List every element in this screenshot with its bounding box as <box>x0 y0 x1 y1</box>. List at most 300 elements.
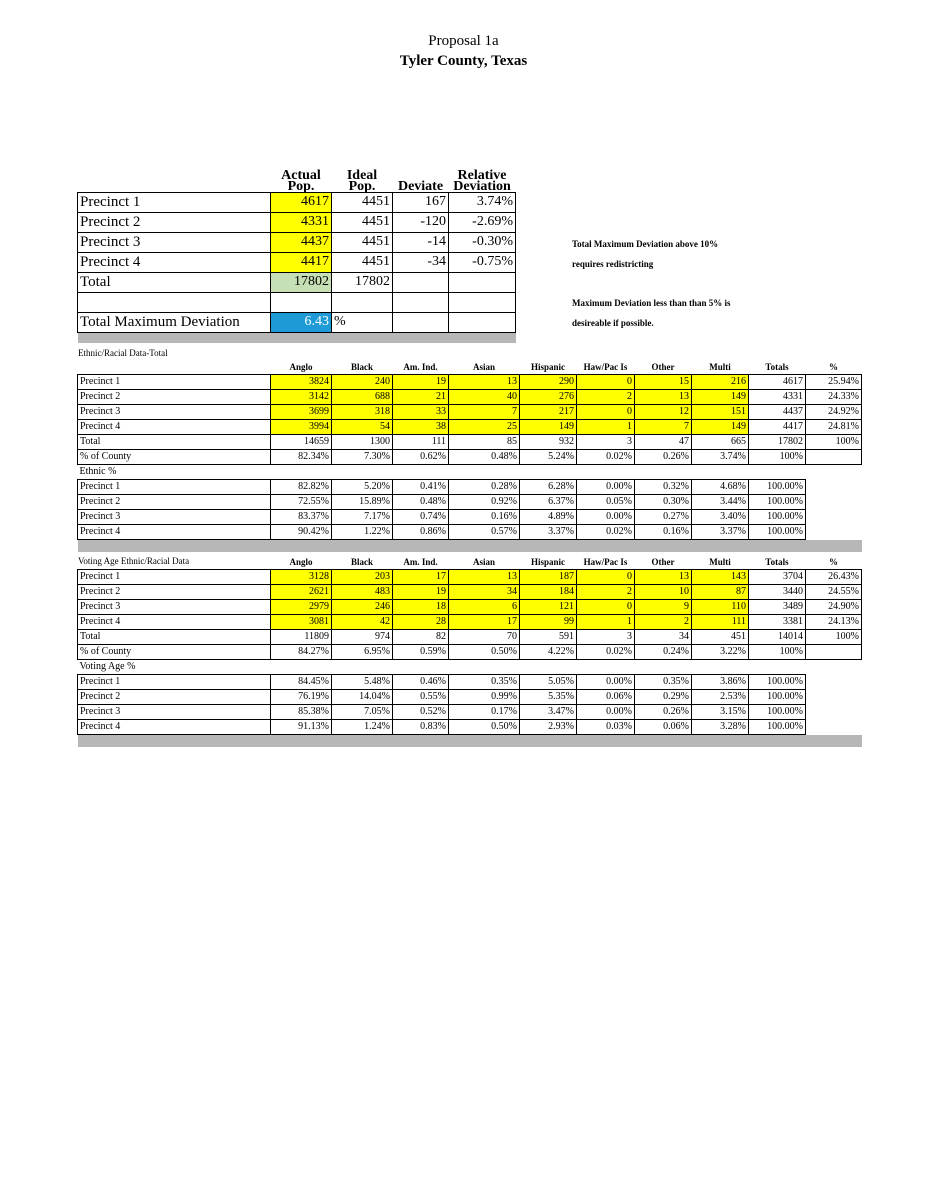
gray-bar-row <box>78 332 516 343</box>
total-row <box>78 630 862 645</box>
row-total: 3489 <box>749 600 806 615</box>
total-cell: 34 <box>635 630 692 645</box>
data-cell: 149 <box>692 390 749 405</box>
summary-row <box>78 192 516 212</box>
col-header: Am. Ind. <box>403 557 438 567</box>
pct-cell: 0.99% <box>449 690 520 705</box>
empty-cell <box>806 645 862 660</box>
data-cell: 149 <box>520 420 577 435</box>
col-header-ideal-2: Pop. <box>348 178 376 192</box>
empty-cell <box>78 292 271 312</box>
pct-cell: 5.48% <box>332 675 393 690</box>
data-cell: 149 <box>692 420 749 435</box>
data-cell: 42 <box>332 615 393 630</box>
total-cell: 14659 <box>271 435 332 450</box>
note-line-2: requires redistricting <box>572 259 654 269</box>
data-cell: 17 <box>449 615 520 630</box>
data-cell: 38 <box>393 420 449 435</box>
pct-cell: 0.00% <box>577 480 635 495</box>
empty-cell <box>577 660 635 675</box>
total-cell: 47 <box>635 435 692 450</box>
max-deviation-label: Total Maximum Deviation <box>78 312 271 332</box>
total-cell: 591 <box>520 630 577 645</box>
data-cell: 2 <box>635 615 692 630</box>
summary-total-row <box>78 272 516 292</box>
deviate: 167 <box>393 192 449 212</box>
col-header: % <box>829 557 838 567</box>
precinct-name: Precinct 1 <box>78 375 271 390</box>
data-cell: 151 <box>692 405 749 420</box>
pct-row <box>78 495 862 510</box>
data-cell: 2621 <box>271 585 332 600</box>
pct-cell: 3.47% <box>520 705 577 720</box>
pct-label-row <box>78 465 862 480</box>
pct-cell: 0.00% <box>577 675 635 690</box>
empty-cell <box>692 465 749 480</box>
county-cell: 5.24% <box>520 450 577 465</box>
col-header: Other <box>651 362 675 372</box>
pct-cell: 0.02% <box>577 525 635 540</box>
col-header: Black <box>350 362 373 372</box>
row-pct: 24.81% <box>806 420 862 435</box>
pct-row-total: 100.00% <box>749 705 806 720</box>
pct-row <box>78 480 862 495</box>
empty-cell <box>577 465 635 480</box>
data-cell: 15 <box>635 375 692 390</box>
deviate: -34 <box>393 252 449 272</box>
actual-pop: 4617 <box>271 192 332 212</box>
data-cell: 184 <box>520 585 577 600</box>
pct-cell: 0.35% <box>635 675 692 690</box>
data-cell: 17 <box>393 570 449 585</box>
county-cell: 0.02% <box>577 450 635 465</box>
precinct-name: Precinct 4 <box>78 615 271 630</box>
grand-total: 14014 <box>749 630 806 645</box>
pct-cell: 0.86% <box>393 525 449 540</box>
col-header: Hispanic <box>530 557 565 567</box>
empty-cell <box>806 525 862 540</box>
pct-cell: 0.26% <box>635 705 692 720</box>
data-cell: 9 <box>635 600 692 615</box>
empty-cell <box>393 312 449 332</box>
data-cell: 203 <box>332 570 393 585</box>
empty-cell <box>520 465 577 480</box>
col-header-deviate: Deviate <box>397 178 444 192</box>
total-cell: 70 <box>449 630 520 645</box>
precinct-name: Precinct 3 <box>78 510 271 525</box>
empty-cell <box>806 660 862 675</box>
col-header-actual-1: Actual <box>281 167 321 183</box>
pct-cell: 6.37% <box>520 495 577 510</box>
county-cell: 3.74% <box>692 450 749 465</box>
col-header: Haw/Pac Is <box>583 557 628 567</box>
pct-row <box>78 720 862 735</box>
data-cell: 3824 <box>271 375 332 390</box>
total-pct: 100% <box>806 630 862 645</box>
county-cell: 0.59% <box>393 645 449 660</box>
pct-cell: 85.38% <box>271 705 332 720</box>
county-total: 100% <box>749 645 806 660</box>
data-row <box>78 420 862 435</box>
county-cell: 0.24% <box>635 645 692 660</box>
data-cell: 121 <box>520 600 577 615</box>
row-total: 4617 <box>749 375 806 390</box>
pct-cell: 76.19% <box>271 690 332 705</box>
note-line-1: Total Maximum Deviation above 10% <box>572 239 719 249</box>
summary-blank-row <box>78 292 516 312</box>
pct-cell: 0.46% <box>393 675 449 690</box>
pct-cell: 0.35% <box>449 675 520 690</box>
summary-row <box>78 212 516 232</box>
pct-cell: 3.37% <box>520 525 577 540</box>
pct-cell: 3.40% <box>692 510 749 525</box>
pct-cell: 90.42% <box>271 525 332 540</box>
gray-bar <box>78 735 862 748</box>
data-cell: 3142 <box>271 390 332 405</box>
empty-cell <box>393 292 449 312</box>
col-header-relative-1: Relative <box>457 167 507 183</box>
pct-cell: 0.03% <box>577 720 635 735</box>
empty-cell <box>271 660 332 675</box>
empty-cell <box>271 465 332 480</box>
col-header-actual-2: Pop. <box>287 178 315 192</box>
county-cell: 0.50% <box>449 645 520 660</box>
empty-cell <box>332 292 393 312</box>
population-summary-table <box>77 166 516 343</box>
total-cell: 451 <box>692 630 749 645</box>
pct-cell: 0.06% <box>577 690 635 705</box>
pct-cell: 3.28% <box>692 720 749 735</box>
data-cell: 13 <box>449 375 520 390</box>
data-cell: 19 <box>393 585 449 600</box>
row-total: 4437 <box>749 405 806 420</box>
precinct-name: Precinct 2 <box>78 212 271 232</box>
empty-cell <box>520 660 577 675</box>
data-cell: 483 <box>332 585 393 600</box>
row-total: 3704 <box>749 570 806 585</box>
precinct-name: Precinct 3 <box>78 600 271 615</box>
empty-cell <box>806 465 862 480</box>
data-cell: 87 <box>692 585 749 600</box>
pct-cell: 5.20% <box>332 480 393 495</box>
pct-row-total: 100.00% <box>749 525 806 540</box>
data-cell: 110 <box>692 600 749 615</box>
pct-cell: 3.86% <box>692 675 749 690</box>
total-cell: 3 <box>577 435 635 450</box>
pct-cell: 84.45% <box>271 675 332 690</box>
total-row <box>78 435 862 450</box>
county-cell: 0.48% <box>449 450 520 465</box>
precinct-name: Precinct 1 <box>78 675 271 690</box>
voting-section-label: Voting Age Ethnic/Racial Data <box>78 556 190 566</box>
relative-deviation: -0.30% <box>449 232 516 252</box>
data-cell: 3081 <box>271 615 332 630</box>
col-header: % <box>829 362 838 372</box>
pct-cell: 0.92% <box>449 495 520 510</box>
data-row <box>78 585 862 600</box>
pct-row-total: 100.00% <box>749 480 806 495</box>
row-pct: 25.94% <box>806 375 862 390</box>
data-cell: 3699 <box>271 405 332 420</box>
col-header: Black <box>350 557 373 567</box>
pct-cell: 0.52% <box>393 705 449 720</box>
data-row <box>78 405 862 420</box>
pct-cell: 4.68% <box>692 480 749 495</box>
pct-cell: 0.32% <box>635 480 692 495</box>
relative-deviation: -0.75% <box>449 252 516 272</box>
precinct-name: Precinct 3 <box>78 705 271 720</box>
pct-cell: 0.16% <box>449 510 520 525</box>
data-cell: 216 <box>692 375 749 390</box>
ideal-pop: 4451 <box>332 252 393 272</box>
row-total: 4331 <box>749 390 806 405</box>
pct-cell: 0.50% <box>449 720 520 735</box>
precinct-name: Precinct 4 <box>78 720 271 735</box>
data-cell: 290 <box>520 375 577 390</box>
total-cell: 932 <box>520 435 577 450</box>
empty-cell <box>332 465 393 480</box>
pct-row <box>78 690 862 705</box>
col-header: Asian <box>472 557 495 567</box>
gray-bar-row <box>78 540 862 553</box>
data-cell: 13 <box>635 570 692 585</box>
empty-cell <box>806 480 862 495</box>
empty-cell <box>449 312 516 332</box>
data-cell: 0 <box>577 570 635 585</box>
empty-cell <box>393 660 449 675</box>
total-cell: 82 <box>393 630 449 645</box>
document-subtitle: Tyler County, Texas <box>399 53 528 69</box>
pct-row-total: 100.00% <box>749 495 806 510</box>
pct-cell: 14.04% <box>332 690 393 705</box>
empty-cell <box>449 660 520 675</box>
data-cell: 1 <box>577 615 635 630</box>
county-total: 100% <box>749 450 806 465</box>
pct-cell: 3.37% <box>692 525 749 540</box>
precinct-name: Precinct 3 <box>78 232 271 252</box>
ideal-pop: 4451 <box>332 212 393 232</box>
data-cell: 318 <box>332 405 393 420</box>
empty-cell <box>806 675 862 690</box>
actual-pop: 4331 <box>271 212 332 232</box>
row-total: 3381 <box>749 615 806 630</box>
ideal-pop: 4451 <box>332 192 393 212</box>
data-cell: 276 <box>520 390 577 405</box>
precinct-name: Precinct 4 <box>78 420 271 435</box>
actual-pop: 4437 <box>271 232 332 252</box>
total-cell: 111 <box>393 435 449 450</box>
data-cell: 7 <box>449 405 520 420</box>
col-header: Asian <box>472 362 495 372</box>
data-cell: 13 <box>449 570 520 585</box>
pct-cell: 7.17% <box>332 510 393 525</box>
precinct-name: Precinct 3 <box>78 405 271 420</box>
precinct-name: Precinct 1 <box>78 480 271 495</box>
data-cell: 111 <box>692 615 749 630</box>
voting-table <box>77 555 862 747</box>
gray-bar-row <box>78 735 862 748</box>
max-deviation-value: 6.43 <box>271 312 332 332</box>
data-cell: 10 <box>635 585 692 600</box>
total-cell: 1300 <box>332 435 393 450</box>
pct-cell: 0.06% <box>635 720 692 735</box>
pct-cell: 0.57% <box>449 525 520 540</box>
empty-cell <box>332 660 393 675</box>
empty-cell <box>393 465 449 480</box>
empty-cell <box>749 660 806 675</box>
pct-row <box>78 525 862 540</box>
data-cell: 19 <box>393 375 449 390</box>
pct-cell: 83.37% <box>271 510 332 525</box>
pct-cell: 2.93% <box>520 720 577 735</box>
data-cell: 187 <box>520 570 577 585</box>
pct-cell: 0.00% <box>577 510 635 525</box>
data-cell: 34 <box>449 585 520 600</box>
ethnic-table <box>77 360 862 552</box>
data-cell: 99 <box>520 615 577 630</box>
relative-deviation: -2.69% <box>449 212 516 232</box>
precinct-name: Precinct 4 <box>78 252 271 272</box>
empty-cell <box>806 720 862 735</box>
empty-cell <box>806 705 862 720</box>
county-row <box>78 645 862 660</box>
col-header: Totals <box>765 557 789 567</box>
data-cell: 7 <box>635 420 692 435</box>
data-cell: 33 <box>393 405 449 420</box>
pct-cell: 0.83% <box>393 720 449 735</box>
county-cell: 0.02% <box>577 645 635 660</box>
county-cell: 84.27% <box>271 645 332 660</box>
data-cell: 217 <box>520 405 577 420</box>
relative-deviation: 3.74% <box>449 192 516 212</box>
col-header-ideal-1: Ideal <box>346 167 378 183</box>
ethnic-header-row <box>78 360 862 375</box>
county-cell: 7.30% <box>332 450 393 465</box>
empty-cell <box>749 465 806 480</box>
max-deviation-unit: % <box>332 312 393 332</box>
data-cell: 21 <box>393 390 449 405</box>
col-header: Anglo <box>289 557 313 567</box>
data-row <box>78 600 862 615</box>
county-row <box>78 450 862 465</box>
pct-label-row <box>78 660 862 675</box>
data-cell: 0 <box>577 600 635 615</box>
pct-cell: 0.41% <box>393 480 449 495</box>
row-pct: 26.43% <box>806 570 862 585</box>
data-cell: 6 <box>449 600 520 615</box>
data-cell: 25 <box>449 420 520 435</box>
pct-row <box>78 705 862 720</box>
pct-section-label: Ethnic % <box>79 466 117 477</box>
pct-cell: 0.16% <box>635 525 692 540</box>
pct-cell: 7.05% <box>332 705 393 720</box>
voting-data-section <box>77 555 862 747</box>
county-cell: 0.62% <box>393 450 449 465</box>
data-cell: 18 <box>393 600 449 615</box>
total-cell: 85 <box>449 435 520 450</box>
empty-header <box>78 360 271 375</box>
precinct-name: Precinct 2 <box>78 690 271 705</box>
empty-cell <box>692 660 749 675</box>
pct-cell: 0.74% <box>393 510 449 525</box>
precinct-name: Precinct 2 <box>78 495 271 510</box>
county-cell: 82.34% <box>271 450 332 465</box>
total-label: Total <box>78 272 271 292</box>
total-label: Total <box>78 435 271 450</box>
data-cell: 0 <box>577 405 635 420</box>
data-cell: 0 <box>577 375 635 390</box>
pct-row-total: 100.00% <box>749 720 806 735</box>
empty-cell <box>393 272 449 292</box>
actual-pop: 4417 <box>271 252 332 272</box>
total-cell: 974 <box>332 630 393 645</box>
gray-bar <box>78 332 516 343</box>
empty-cell <box>635 465 692 480</box>
empty-cell <box>449 465 520 480</box>
data-cell: 2 <box>577 585 635 600</box>
row-pct: 24.90% <box>806 600 862 615</box>
data-row <box>78 570 862 585</box>
col-header: Other <box>651 557 675 567</box>
data-cell: 246 <box>332 600 393 615</box>
total-cell: 11809 <box>271 630 332 645</box>
total-cell: 3 <box>577 630 635 645</box>
note-line-3: Maximum Deviation less than than 5% is <box>572 298 731 308</box>
pct-cell: 72.55% <box>271 495 332 510</box>
total-actual-pop: 17802 <box>271 272 332 292</box>
note-line-4: desireable if possible. <box>572 318 654 328</box>
empty-header <box>78 555 271 570</box>
pct-row-total: 100.00% <box>749 510 806 525</box>
col-header-relative-2: Deviation <box>453 178 511 192</box>
col-header: Anglo <box>289 362 313 372</box>
precinct-name: Precinct 1 <box>78 570 271 585</box>
data-cell: 13 <box>635 390 692 405</box>
county-cell: 0.26% <box>635 450 692 465</box>
pct-cell: 0.48% <box>393 495 449 510</box>
total-label: Total <box>78 630 271 645</box>
pct-cell: 6.28% <box>520 480 577 495</box>
col-header: Multi <box>709 557 731 567</box>
pct-cell: 5.05% <box>520 675 577 690</box>
precinct-name: Precinct 2 <box>78 585 271 600</box>
pct-cell: 5.35% <box>520 690 577 705</box>
ethnic-data-section <box>77 360 862 552</box>
pct-cell: 1.22% <box>332 525 393 540</box>
data-cell: 54 <box>332 420 393 435</box>
pct-cell: 15.89% <box>332 495 393 510</box>
ethnic-section-label: Ethnic/Racial Data-Total <box>78 348 168 358</box>
empty-cell <box>449 272 516 292</box>
pct-cell: 3.44% <box>692 495 749 510</box>
row-pct: 24.13% <box>806 615 862 630</box>
precinct-name: Precinct 2 <box>78 390 271 405</box>
empty-cell <box>806 690 862 705</box>
pct-cell: 0.55% <box>393 690 449 705</box>
data-cell: 40 <box>449 390 520 405</box>
county-cell: 3.22% <box>692 645 749 660</box>
county-cell: 4.22% <box>520 645 577 660</box>
empty-cell <box>806 495 862 510</box>
pct-row-total: 100.00% <box>749 690 806 705</box>
data-cell: 143 <box>692 570 749 585</box>
county-label: % of County <box>78 450 271 465</box>
pct-row-total: 100.00% <box>749 675 806 690</box>
total-ideal-pop: 17802 <box>332 272 393 292</box>
pct-cell: 0.29% <box>635 690 692 705</box>
pct-cell: 1.24% <box>332 720 393 735</box>
voting-header-row <box>78 555 862 570</box>
